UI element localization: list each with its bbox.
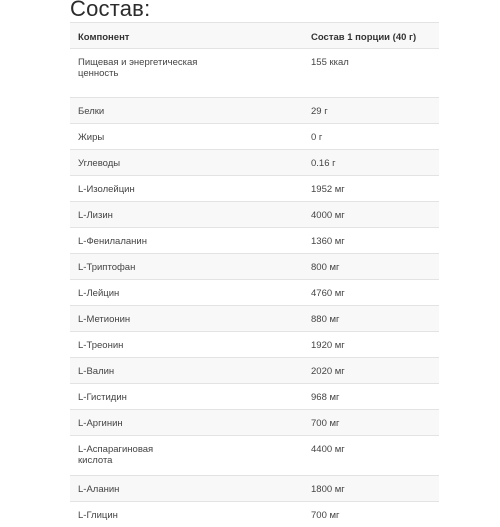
table-row	[70, 49, 439, 98]
column-header-component: Компонент	[70, 23, 303, 49]
table-row	[70, 358, 439, 384]
table-row	[70, 228, 439, 254]
value-cell: 0 г	[303, 124, 439, 150]
value-cell: 4400 мг	[303, 436, 439, 476]
table-row	[70, 150, 439, 176]
table-row	[70, 436, 439, 476]
component-cell: Белки	[70, 98, 303, 124]
value-cell: 1952 мг	[303, 176, 439, 202]
value-cell: 700 мг	[303, 502, 439, 527]
component-cell: Пищевая и энергетическая ценность	[70, 49, 303, 98]
table-row	[70, 410, 439, 436]
table-row	[70, 124, 439, 150]
value-cell: 4760 мг	[303, 280, 439, 306]
table-row	[70, 384, 439, 410]
value-cell: 1360 мг	[303, 228, 439, 254]
component-cell: L-Лизин	[70, 202, 303, 228]
table-row	[70, 98, 439, 124]
component-cell: L-Аспарагиновая кислота	[70, 436, 303, 476]
table-row	[70, 502, 439, 527]
value-cell: 4000 мг	[303, 202, 439, 228]
composition-table	[70, 22, 439, 527]
component-cell: L-Фенилаланин	[70, 228, 303, 254]
table-row	[70, 306, 439, 332]
table-row	[70, 254, 439, 280]
value-cell: 880 мг	[303, 306, 439, 332]
component-cell: L-Метионин	[70, 306, 303, 332]
value-cell: 2020 мг	[303, 358, 439, 384]
table-row	[70, 202, 439, 228]
column-header-portion: Состав 1 порции (40 г)	[303, 23, 439, 49]
value-cell: 29 г	[303, 98, 439, 124]
value-cell: 155 ккал	[303, 49, 439, 98]
component-cell: L-Треонин	[70, 332, 303, 358]
table-row	[70, 332, 439, 358]
value-cell: 0.16 г	[303, 150, 439, 176]
component-cell: L-Аргинин	[70, 410, 303, 436]
table-row	[70, 476, 439, 502]
table-row	[70, 280, 439, 306]
component-cell: L-Изолейцин	[70, 176, 303, 202]
value-cell: 1920 мг	[303, 332, 439, 358]
component-cell: Углеводы	[70, 150, 303, 176]
table-row	[70, 176, 439, 202]
component-cell: L-Гистидин	[70, 384, 303, 410]
component-cell: L-Лейцин	[70, 280, 303, 306]
table-header-row	[70, 23, 439, 49]
value-cell: 1800 мг	[303, 476, 439, 502]
component-cell: L-Аланин	[70, 476, 303, 502]
composition-table-wrapper	[70, 22, 439, 527]
page-title: Состав:	[70, 0, 150, 23]
component-cell: L-Глицин	[70, 502, 303, 527]
value-cell: 700 мг	[303, 410, 439, 436]
component-cell: Жиры	[70, 124, 303, 150]
value-cell: 800 мг	[303, 254, 439, 280]
component-cell: L-Валин	[70, 358, 303, 384]
component-cell: L-Триптофан	[70, 254, 303, 280]
value-cell: 968 мг	[303, 384, 439, 410]
